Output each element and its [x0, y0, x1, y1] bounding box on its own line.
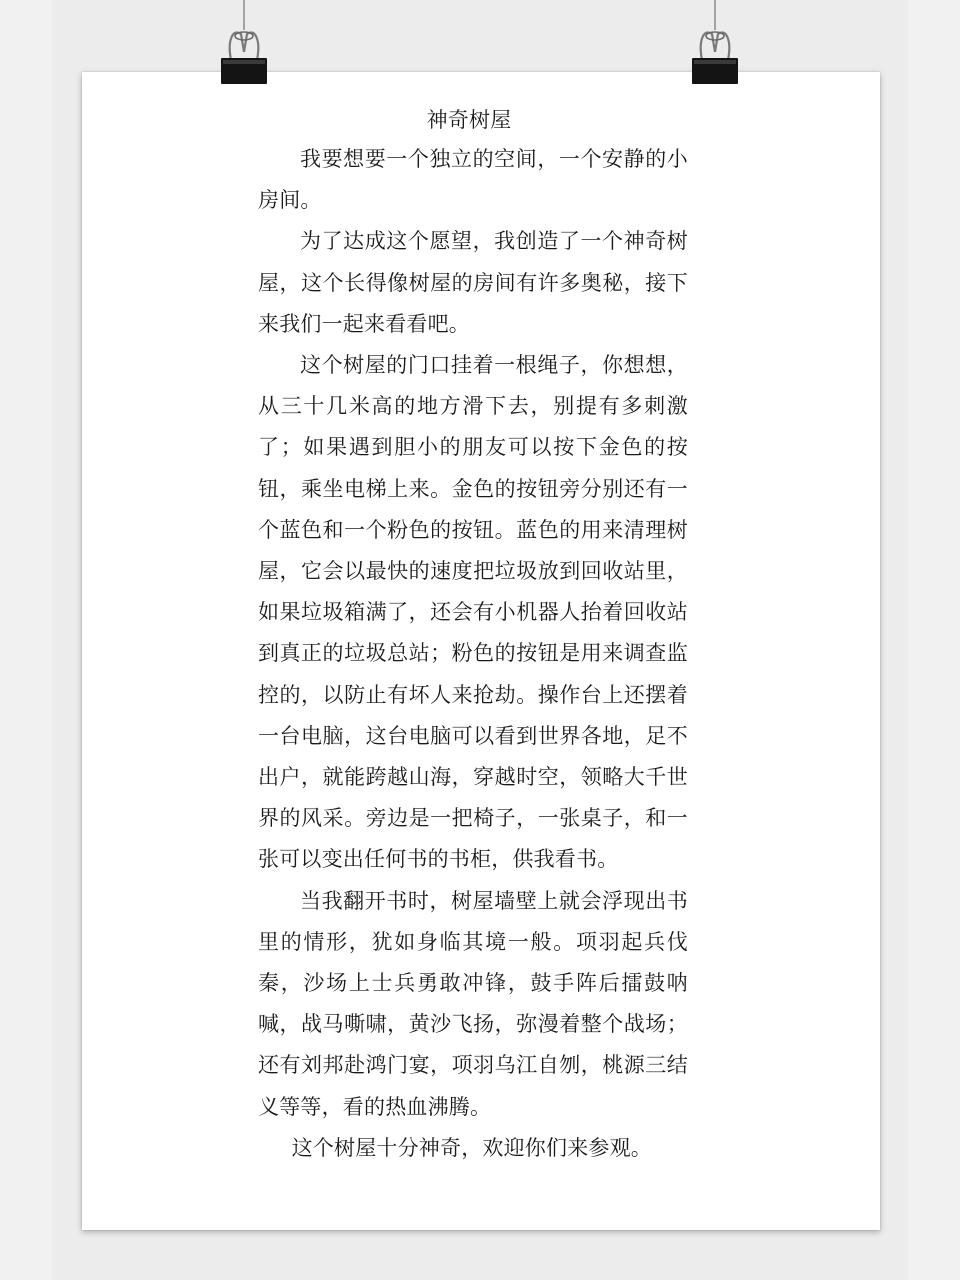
document-body — [258, 101, 688, 1169]
paragraph: 为了达成这个愿望，我创造了一个神奇树屋，这个长得像树屋的房间有许多奥秘，接下来我们一起来看看吧。 — [258, 229, 688, 336]
paragraph: 这个树屋十分神奇，欢迎你们来参观。 — [291, 1135, 652, 1160]
document-title: 神奇树屋 — [426, 108, 512, 132]
binder-clip-icon — [690, 0, 740, 88]
paragraph: 当我翻开书时，树屋墙壁上就会浮现出书里的情形，犹如身临其境一般。项羽起兵伐秦，沙场上士兵勇敢冲锋，鼓手阵后擂鼓呐喊，战马嘶啸，黄沙飞扬，弥漫着整个战场；还有刘邦赴鸿门宴，项羽乌江自刎，桃源三结义等等，看的热血沸腾。 — [258, 888, 688, 1119]
paragraph: 这个树屋的门口挂着一根绳子，你想想，从三十几米高的地方滑下去，别提有多刺激了；如果遇到胆小的朋友可以按下金色的按钮，乘坐电梯上来。金色的按钮旁分别还有一个蓝色和一个粉色的按钮。蓝色的用来清理树屋，它会以最快的速度把垃圾放到回收站里，如果垃圾箱满了，还会有小机器人抬着回收站到真正的垃圾总站；粉色的按钮是用来调查监控的，以防止有坏人来抢劫。操作台上还摆着一台电脑，这台电脑可以看到世界各地，足不出户，就能跨越山海，穿越时空，领略大千世界的风采。旁边是一把椅子，一张桌子，和一张可以变出任何书的书柜，供我看书。 — [258, 353, 688, 872]
binder-clip-icon — [219, 0, 269, 88]
paragraph: 我要想要一个独立的空间，一个安静的小房间。 — [258, 147, 688, 213]
